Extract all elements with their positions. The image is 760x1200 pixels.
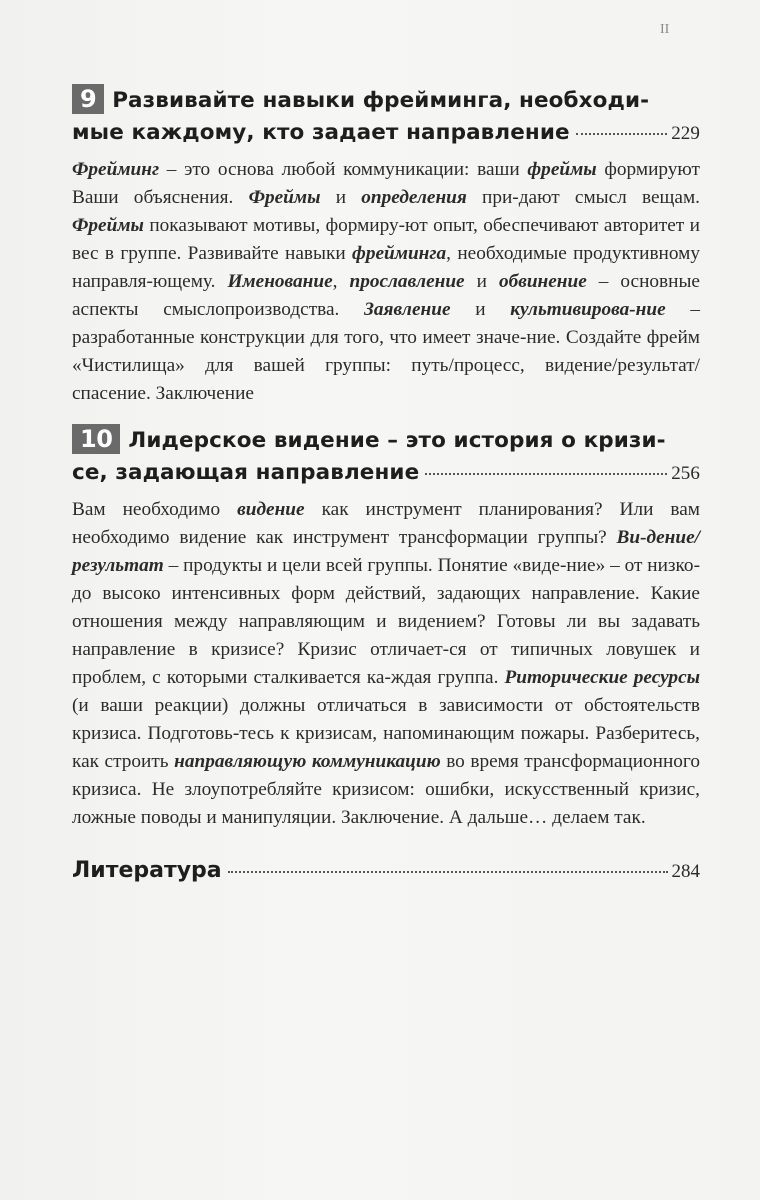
summary-text: (и ваши реакции) должны отличаться в зависимости от обстоятельств кризиса. Подготовь-тесь к кризисам, напоминающим пожары. Разберитесь, как строить xyxy=(72,695,700,772)
summary-text: и xyxy=(464,271,499,292)
summary-text: – основные аспекты смыслопроизводства. xyxy=(72,271,700,320)
page-header-marker: II xyxy=(660,22,670,37)
emphasized-term: Фрейминг xyxy=(72,159,160,180)
chapter-title-line2: се, задающая направление xyxy=(72,460,420,485)
chapter-title-line2: мые каждому, кто задает направление xyxy=(72,120,570,145)
toc-entry-literature[interactable] xyxy=(72,858,700,883)
literature-page-number: 284 xyxy=(671,861,700,882)
summary-text: , xyxy=(332,271,350,292)
emphasized-term: направляющую коммуникацию xyxy=(174,751,441,772)
summary-text: – это основа любой коммуникации: ваши xyxy=(159,159,528,180)
summary-text: во время трансформационного кризиса. Не злоупотребляйте кризисом: ошибки, искусственный кризис, ложные поводы и манипуляции. Заключение. А дальше… делаем так. xyxy=(72,751,700,828)
summary-text: – разработанные конструкции для того, что имеет значе-ние. Создайте фрейм «Чистилища» для вашей группы: путь/процесс, видение/результат/спасение. Заключение xyxy=(72,299,700,404)
summary-text: Вам необходимо xyxy=(72,499,238,520)
chapter-title-line1: Лидерское видение – это история о кризи- xyxy=(128,428,666,453)
summary-text: формируют Ваши объяснения. xyxy=(72,159,700,208)
dot-leader xyxy=(576,133,667,135)
emphasized-term: Риторические ресурсы xyxy=(504,667,701,688)
emphasized-term: прославление xyxy=(349,271,465,292)
chapter-title[interactable] xyxy=(72,424,700,490)
emphasized-term: фреймы xyxy=(527,159,597,180)
emphasized-term: Заявление xyxy=(364,299,451,320)
emphasized-term: культивирова-ние xyxy=(510,299,666,320)
emphasized-term: фрейминга xyxy=(352,243,447,264)
emphasized-term: Ви-дение/результат xyxy=(72,527,700,576)
summary-text: – продукты и цели всей группы. Понятие «виде-ние» – от низко- до высоко интенсивных форм действий, задающих направление. Какие отношения между направляющим и видением? Готовы ли вы задавать направление в кризисе? Кризис отличает-ся от типичных ловушек и проблем, с которыми сталкивается ка-ждая группа. xyxy=(72,555,700,688)
emphasized-term: Именование xyxy=(227,271,333,292)
chapter-page-number: 256 xyxy=(671,463,700,484)
chapter-number-badge: 10 xyxy=(72,424,120,454)
chapter-title[interactable] xyxy=(72,84,700,150)
chapter-summary xyxy=(72,496,700,832)
emphasized-term: Фреймы xyxy=(248,187,321,208)
summary-text: , необходимые продуктивному направля-ющему. xyxy=(72,243,700,292)
emphasized-term: определения xyxy=(361,187,467,208)
emphasized-term: видение xyxy=(237,499,305,520)
summary-text: и xyxy=(450,299,511,320)
chapter-title-line1: Развивайте навыки фрейминга, необходи- xyxy=(112,88,650,113)
summary-text: как инструмент планирования? Или вам необходимо видение как инструмент трансформации группы? xyxy=(72,499,700,548)
dot-leader xyxy=(228,871,668,873)
emphasized-term: обвинение xyxy=(498,271,587,292)
toc-entry-chapter-10 xyxy=(72,424,700,832)
chapter-summary xyxy=(72,156,700,408)
summary-text: и xyxy=(320,187,362,208)
dot-leader xyxy=(425,473,667,475)
toc-entry-chapter-9 xyxy=(72,84,700,408)
summary-text: при-дают смысл вещам. xyxy=(466,187,700,208)
chapter-page-number: 229 xyxy=(671,123,700,144)
emphasized-term: Фреймы xyxy=(72,215,144,236)
chapter-number-badge: 9 xyxy=(72,84,104,114)
literature-title: Литература xyxy=(72,858,222,883)
table-of-contents xyxy=(72,84,700,883)
summary-text: показывают мотивы, формиру-ют опыт, обеспечивают авторитет и вес в группе. Развивайте навыки xyxy=(72,215,700,264)
